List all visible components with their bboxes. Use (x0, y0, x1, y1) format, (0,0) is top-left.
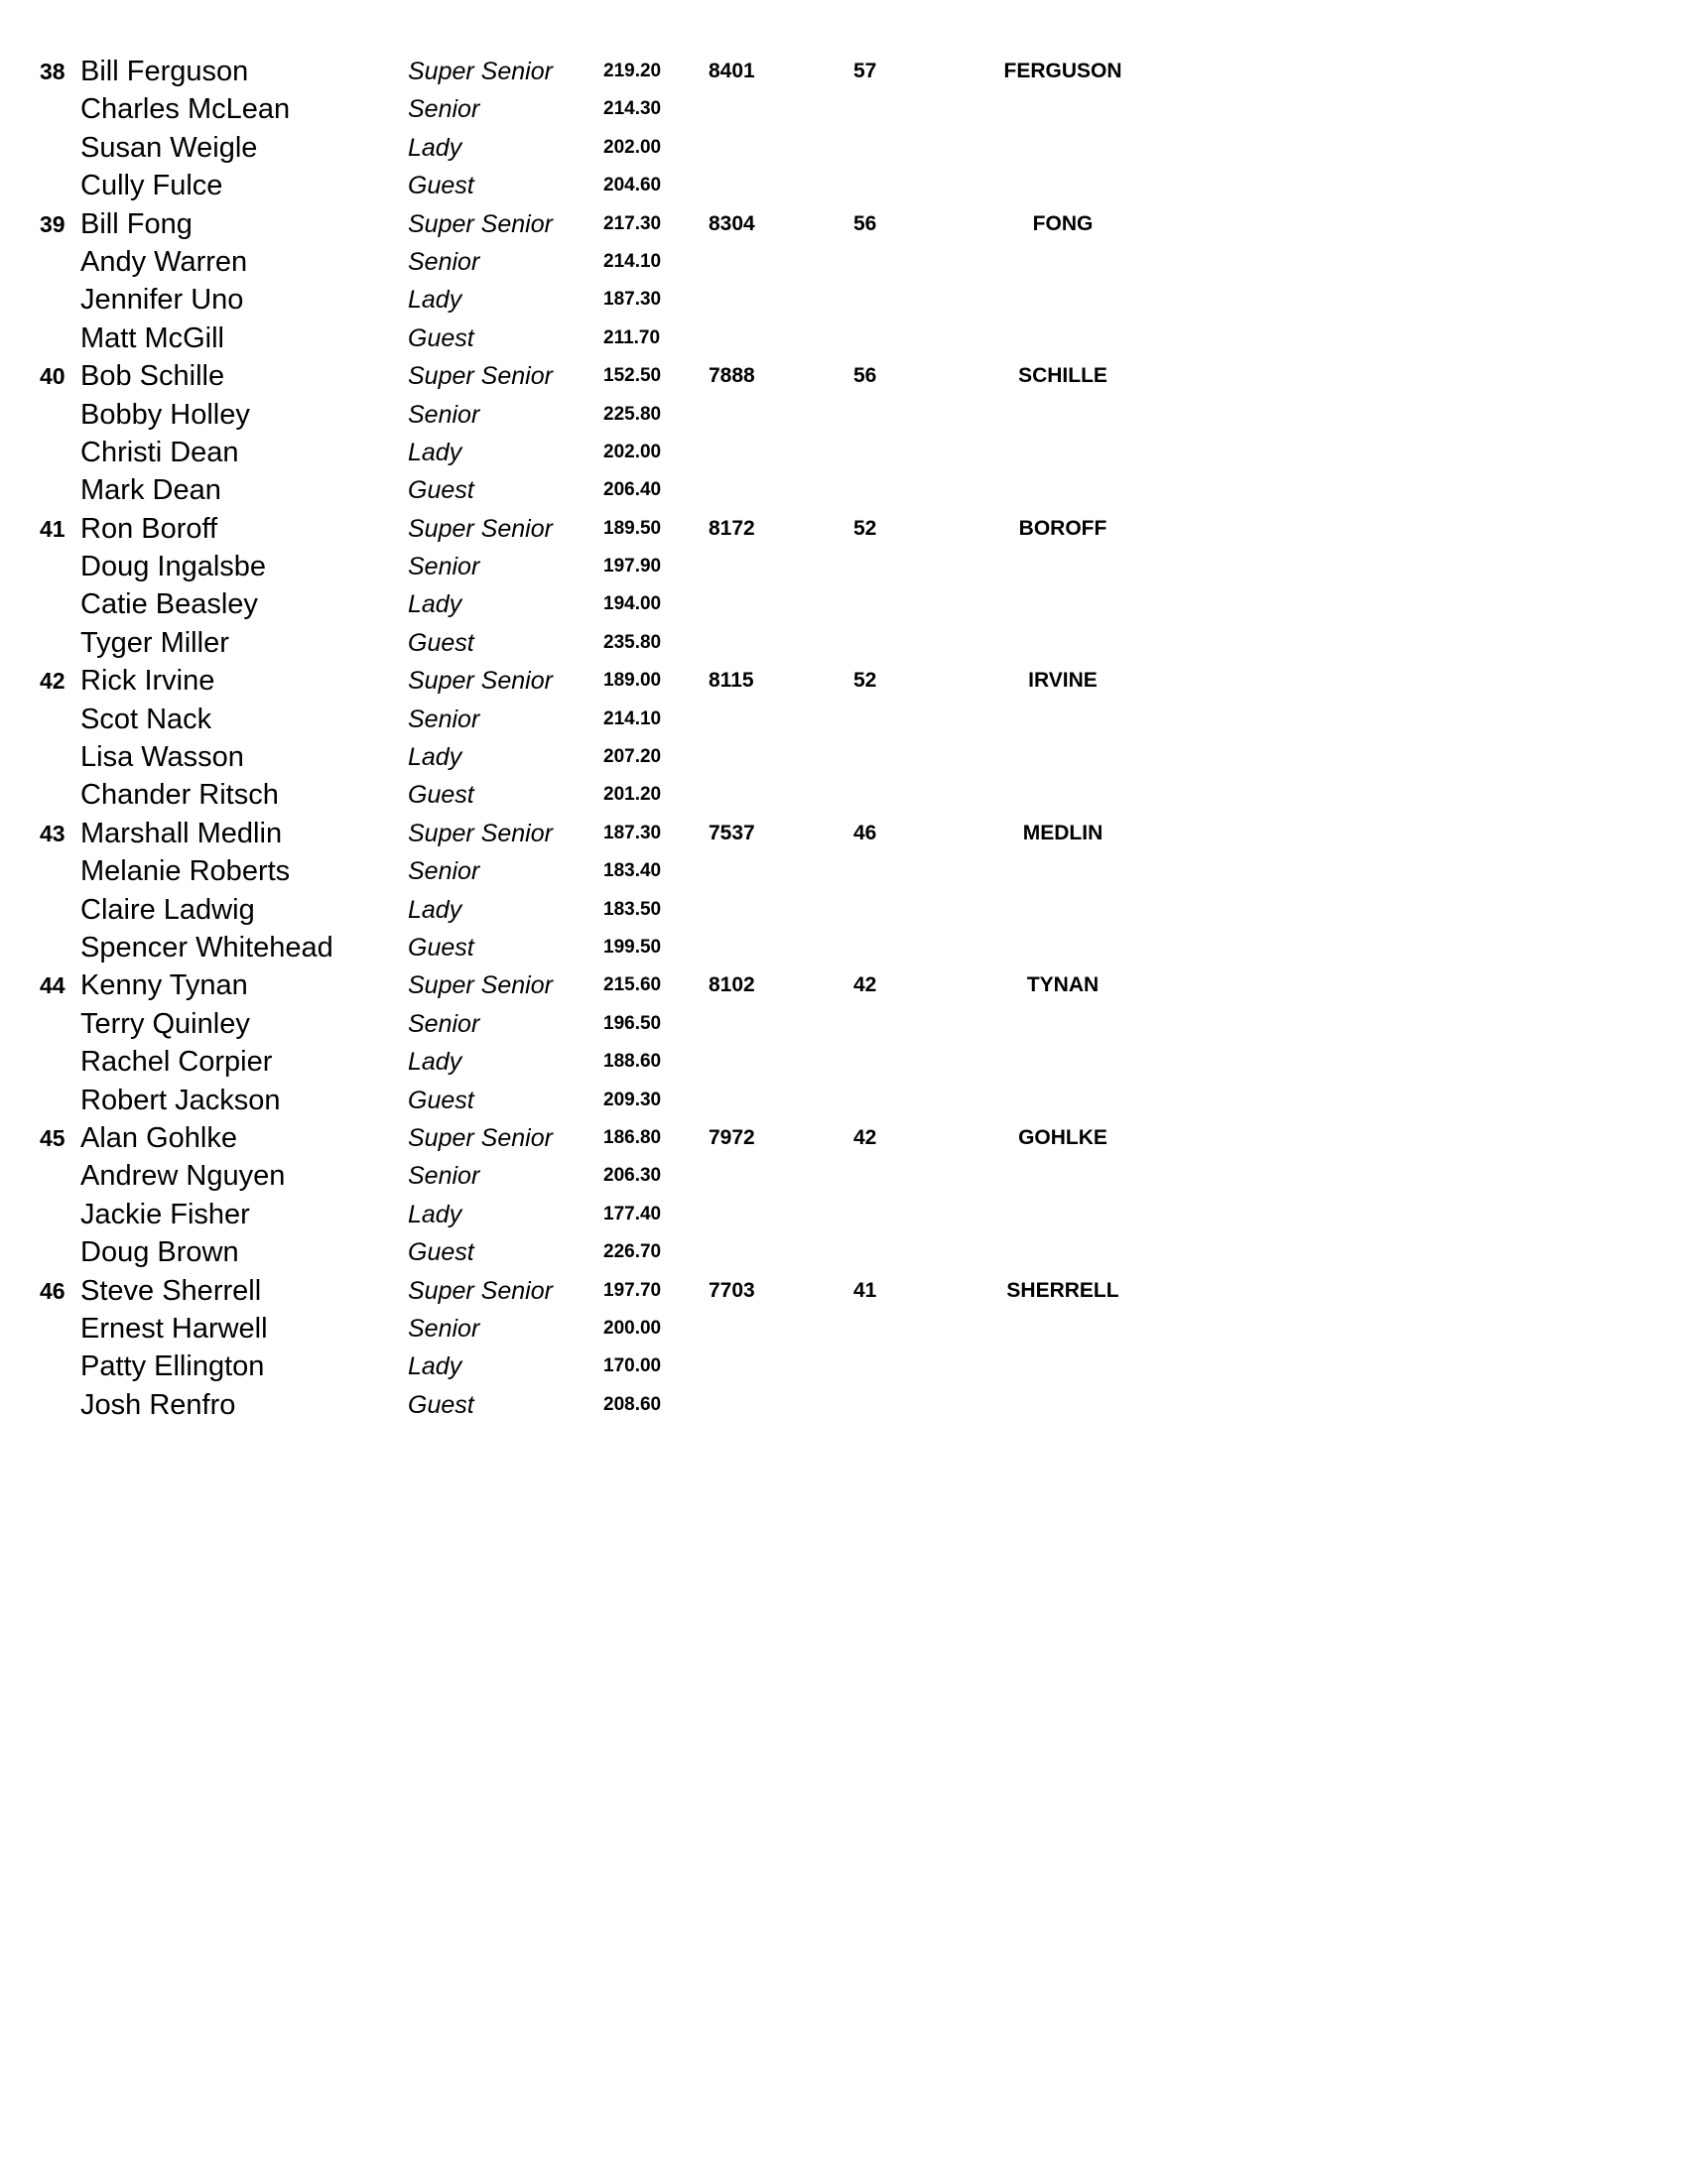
player-score: 183.50 (603, 898, 662, 920)
player-name: Steve Sherrell (80, 1274, 262, 1307)
player-name: Scot Nack (80, 703, 212, 735)
player-category: Super Senior (408, 667, 553, 696)
player-row (0, 1196, 1687, 1233)
team-number: 42 (40, 668, 65, 695)
player-category: Super Senior (408, 971, 553, 1000)
team-total: 8102 (709, 973, 755, 997)
player-category: Senior (408, 857, 480, 886)
player-name: Doug Brown (80, 1236, 239, 1269)
player-row (0, 1386, 1687, 1424)
team-label: SCHILLE (1018, 364, 1107, 388)
player-score: 201.20 (603, 784, 662, 806)
team-lead-row (0, 205, 1687, 243)
player-score: 204.60 (603, 175, 662, 196)
player-row (0, 1157, 1687, 1195)
player-name: Doug Ingalsbe (80, 551, 267, 583)
team-label: SHERRELL (1006, 1278, 1119, 1302)
player-score: 194.00 (603, 593, 662, 615)
player-category: Guest (408, 781, 474, 810)
player-category: Senior (408, 1314, 480, 1343)
player-category: Senior (408, 247, 480, 276)
player-category: Guest (408, 1238, 474, 1267)
player-name: Bill Fong (80, 207, 193, 240)
player-category: Guest (408, 323, 474, 352)
player-category: Guest (408, 172, 474, 200)
team-lead-row (0, 662, 1687, 700)
player-category: Lady (408, 1048, 462, 1077)
player-name: Andrew Nguyen (80, 1160, 286, 1193)
team-group (0, 966, 1687, 1119)
player-row (0, 1233, 1687, 1271)
player-category: Senior (408, 553, 480, 581)
player-score: 187.30 (603, 822, 662, 843)
player-category: Super Senior (408, 819, 553, 847)
player-category: Senior (408, 1009, 480, 1038)
player-category: Guest (408, 476, 474, 505)
team-label: GOHLKE (1018, 1125, 1107, 1149)
player-row (0, 929, 1687, 966)
player-category: Lady (408, 895, 462, 924)
player-category: Senior (408, 705, 480, 733)
player-category: Guest (408, 628, 474, 657)
team-total: 7537 (709, 821, 755, 844)
player-name: Rachel Corpier (80, 1046, 273, 1079)
team-group (0, 53, 1687, 205)
player-score: 226.70 (603, 1241, 662, 1263)
player-row (0, 281, 1687, 319)
team-number: 39 (40, 210, 65, 237)
player-score: 177.40 (603, 1203, 662, 1224)
player-score: 152.50 (603, 365, 662, 387)
team-number: 40 (40, 363, 65, 390)
player-name: Bobby Holley (80, 398, 250, 431)
player-score: 202.00 (603, 136, 662, 158)
player-name: Susan Weigle (80, 131, 258, 164)
team-points: 56 (853, 364, 877, 388)
player-name: Ernest Harwell (80, 1312, 268, 1345)
player-row (0, 396, 1687, 434)
player-score: 170.00 (603, 1355, 662, 1377)
team-label: BOROFF (1018, 516, 1107, 540)
team-lead-row (0, 815, 1687, 852)
player-category: Lady (408, 1352, 462, 1381)
team-points: 56 (853, 211, 877, 235)
player-score: 189.50 (603, 517, 662, 539)
player-category: Super Senior (408, 209, 553, 238)
team-number: 43 (40, 820, 65, 846)
player-category: Lady (408, 743, 462, 772)
player-name: Chander Ritsch (80, 779, 279, 812)
player-category: Super Senior (408, 362, 553, 391)
team-group (0, 510, 1687, 663)
player-category: Senior (408, 95, 480, 124)
player-name: Melanie Roberts (80, 855, 291, 888)
player-category: Guest (408, 1390, 474, 1419)
player-category: Super Senior (408, 58, 553, 85)
player-name: Christi Dean (80, 436, 239, 468)
player-category: Senior (408, 1162, 480, 1191)
player-score: 211.70 (603, 326, 661, 348)
player-row (0, 1082, 1687, 1119)
player-score: 197.90 (603, 556, 662, 578)
player-name: Andy Warren (80, 245, 248, 278)
player-row (0, 434, 1687, 471)
team-number: 44 (40, 972, 65, 999)
player-category: Lady (408, 133, 462, 162)
player-row (0, 624, 1687, 662)
team-lead-row (0, 1272, 1687, 1310)
player-score: 206.40 (603, 479, 662, 501)
team-number: 38 (40, 59, 65, 84)
player-row (0, 1348, 1687, 1385)
team-lead-row (0, 1119, 1687, 1157)
team-points: 57 (853, 60, 877, 82)
player-category: Lady (408, 590, 462, 619)
player-name: Mark Dean (80, 474, 221, 507)
team-points: 46 (853, 821, 877, 844)
player-row (0, 243, 1687, 281)
player-category: Guest (408, 1086, 474, 1114)
team-label: IRVINE (1028, 669, 1098, 693)
player-score: 215.60 (603, 974, 662, 996)
team-total: 7972 (709, 1125, 755, 1149)
player-row (0, 891, 1687, 929)
player-score: 207.20 (603, 746, 662, 768)
player-row (0, 167, 1687, 204)
player-score: 219.20 (603, 61, 662, 81)
team-total: 8115 (709, 669, 754, 693)
team-total: 8172 (709, 516, 755, 540)
player-score: 208.60 (603, 1393, 662, 1415)
team-points: 42 (853, 1125, 877, 1149)
team-lead-row (0, 53, 1687, 90)
team-label: MEDLIN (1022, 821, 1103, 844)
team-group (0, 662, 1687, 815)
team-group (0, 357, 1687, 510)
player-name: Spencer Whitehead (80, 931, 333, 964)
player-name: Ron Boroff (80, 512, 218, 545)
player-name: Kenny Tynan (80, 969, 248, 1002)
team-number: 41 (40, 515, 65, 542)
player-category: Super Senior (408, 1276, 553, 1305)
player-score: 206.30 (603, 1165, 662, 1187)
player-row (0, 320, 1687, 357)
player-score: 189.00 (603, 670, 662, 692)
player-score: 197.70 (603, 1279, 662, 1301)
player-row (0, 1043, 1687, 1081)
player-name: Bob Schille (80, 360, 225, 393)
team-label: FERGUSON (1003, 60, 1122, 82)
player-name: Jennifer Uno (80, 284, 244, 317)
player-name: Alan Gohlke (80, 1121, 237, 1154)
player-row (0, 1005, 1687, 1043)
team-points: 52 (853, 669, 877, 693)
player-row (0, 129, 1687, 167)
player-score: 186.80 (603, 1126, 662, 1148)
player-row (0, 548, 1687, 585)
team-total: 7888 (709, 364, 755, 388)
player-row (0, 738, 1687, 776)
player-score: 183.40 (603, 860, 662, 882)
player-name: Robert Jackson (80, 1084, 281, 1116)
player-name: Cully Fulce (80, 170, 223, 202)
team-points: 42 (853, 973, 877, 997)
team-lead-row (0, 966, 1687, 1004)
player-name: Bill Ferguson (80, 56, 249, 87)
player-name: Catie Beasley (80, 588, 258, 621)
team-total: 8401 (709, 60, 755, 82)
player-name: Terry Quinley (80, 1007, 250, 1040)
player-name: Rick Irvine (80, 665, 215, 698)
player-name: Josh Renfro (80, 1388, 236, 1421)
team-lead-row (0, 510, 1687, 548)
player-score: 225.80 (603, 403, 662, 425)
player-name: Marshall Medlin (80, 817, 283, 849)
team-group (0, 815, 1687, 967)
player-row (0, 852, 1687, 890)
team-group (0, 1119, 1687, 1272)
team-lead-row (0, 357, 1687, 395)
player-score: 214.10 (603, 250, 662, 272)
player-name: Matt McGill (80, 321, 224, 354)
player-name: Tyger Miller (80, 626, 229, 659)
team-total: 8304 (709, 211, 755, 235)
player-score: 217.30 (603, 212, 662, 234)
team-group (0, 1272, 1687, 1425)
player-name: Claire Ladwig (80, 893, 255, 926)
player-row (0, 701, 1687, 738)
player-row (0, 1310, 1687, 1348)
team-label: FONG (1032, 211, 1094, 235)
player-score: 196.50 (603, 1012, 662, 1034)
player-row (0, 471, 1687, 509)
player-category: Lady (408, 438, 462, 466)
player-row (0, 776, 1687, 814)
player-score: 214.10 (603, 707, 662, 729)
player-name: Charles McLean (80, 93, 291, 126)
player-score: 235.80 (603, 631, 662, 653)
team-standings-list (0, 53, 1687, 1424)
team-points: 52 (853, 516, 877, 540)
player-name: Patty Ellington (80, 1350, 265, 1383)
player-score: 202.00 (603, 441, 662, 462)
team-number: 45 (40, 1124, 65, 1151)
team-label: TYNAN (1026, 973, 1100, 997)
player-score: 214.30 (603, 98, 662, 120)
team-group (0, 205, 1687, 358)
player-name: Jackie Fisher (80, 1198, 250, 1230)
team-number: 46 (40, 1277, 65, 1304)
player-category: Senior (408, 400, 480, 429)
player-score: 200.00 (603, 1317, 662, 1339)
player-row (0, 90, 1687, 128)
player-row (0, 585, 1687, 623)
player-score: 188.60 (603, 1051, 662, 1073)
team-total: 7703 (709, 1278, 755, 1302)
player-score: 199.50 (603, 936, 662, 958)
player-score: 187.30 (603, 289, 662, 311)
player-category: Guest (408, 933, 474, 962)
player-category: Lady (408, 286, 462, 315)
player-name: Lisa Wasson (80, 741, 244, 774)
player-score: 209.30 (603, 1089, 662, 1110)
team-points: 41 (853, 1278, 877, 1302)
player-category: Super Senior (408, 1123, 553, 1152)
player-category: Lady (408, 1200, 462, 1228)
player-category: Super Senior (408, 514, 553, 543)
